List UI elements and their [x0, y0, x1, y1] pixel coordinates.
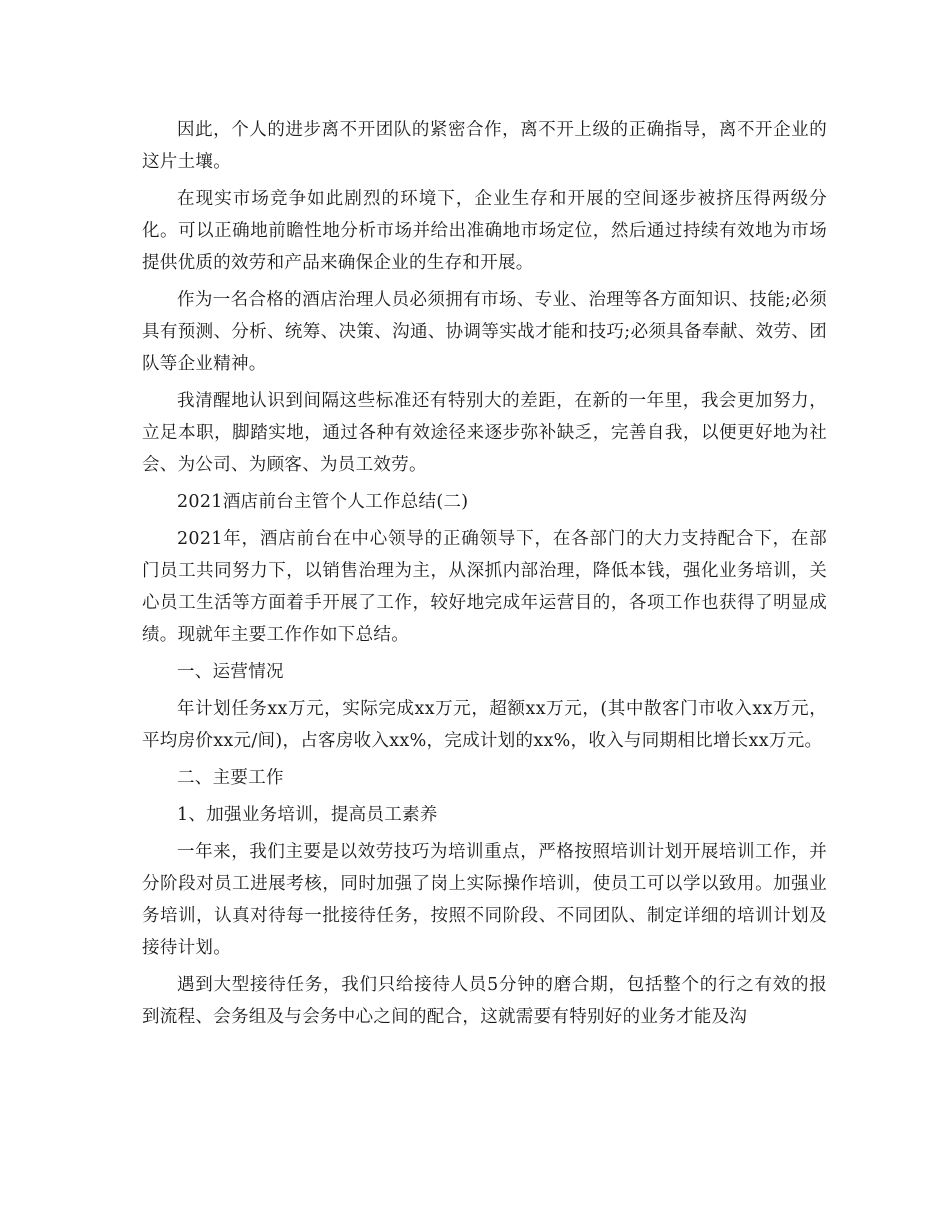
document-page	[142, 114, 827, 1038]
paragraph-1: 因此，个人的进步离不开团队的紧密合作，离不开上级的正确指导，离不开企业的这片土壤。	[142, 120, 827, 172]
paragraph-4: 我清醒地认识到间隔这些标准还有特别大的差距，在新的一年里，我会更加努力，立足本职，脚踏实地，通过各种有效途径来逐步弥补缺乏，完善自我，以便更好地为社会、为公司、为顾客、为员工效劳。	[142, 391, 827, 475]
heading-main-work: 二、主要工作	[177, 768, 284, 788]
paragraph-6: 年计划任务xx万元，实际完成xx万元，超额xx万元，(其中散客门市收入xx万元，平均房价xx元/间)，占客房收入xx%，完成计划的xx%，收入与同期相比增长xx万元。	[142, 699, 827, 751]
paragraph-7: 一年来，我们主要是以效劳技巧为培训重点，严格按照培训计划开展培训工作，并分阶段对员工进展考核，同时加强了岗上实际操作培训，使员工可以学以致用。加强业务培训，认真对待每一批接待任务，按照不同阶段、不同团队、制定详细的培训计划及接待计划。	[142, 842, 827, 958]
paragraph-8: 遇到大型接待任务，我们只给接待人员5分钟的磨合期，包括整个的行之有效的报到流程、会务组及与会务中心之间的配合，这就需要有特别好的业务才能及沟	[142, 975, 827, 1027]
heading-operations: 一、运营情况	[177, 662, 284, 682]
section-title: 2021酒店前台主管个人工作总结(二)	[177, 492, 469, 512]
subheading-training: 1、加强业务培训，提高员工素养	[177, 805, 438, 825]
paragraph-3: 作为一名合格的酒店治理人员必须拥有市场、专业、治理等各方面知识、技能;必须具有预测、分析、统筹、决策、沟通、协调等实战才能和技巧;必须具备奉献、效劳、团队等企业精神。	[142, 290, 827, 374]
paragraph-5: 2021年，酒店前台在中心领导的正确领导下，在各部门的大力支持配合下，在部门员工共同努力下，以销售治理为主，从深抓内部治理，降低本钱，强化业务培训，关心员工生活等方面着手开展了工作，较好地完成年运营目的，各项工作也获得了明显成绩。现就年主要工作作如下总结。	[142, 529, 827, 645]
paragraph-2: 在现实市场竞争如此剧烈的环境下，企业生存和开展的空间逐步被挤压得两级分化。可以正确地前瞻性地分析市场并给出准确地市场定位，然后通过持续有效地为市场提供优质的效劳和产品来确保企业的生存和开展。	[142, 189, 827, 273]
